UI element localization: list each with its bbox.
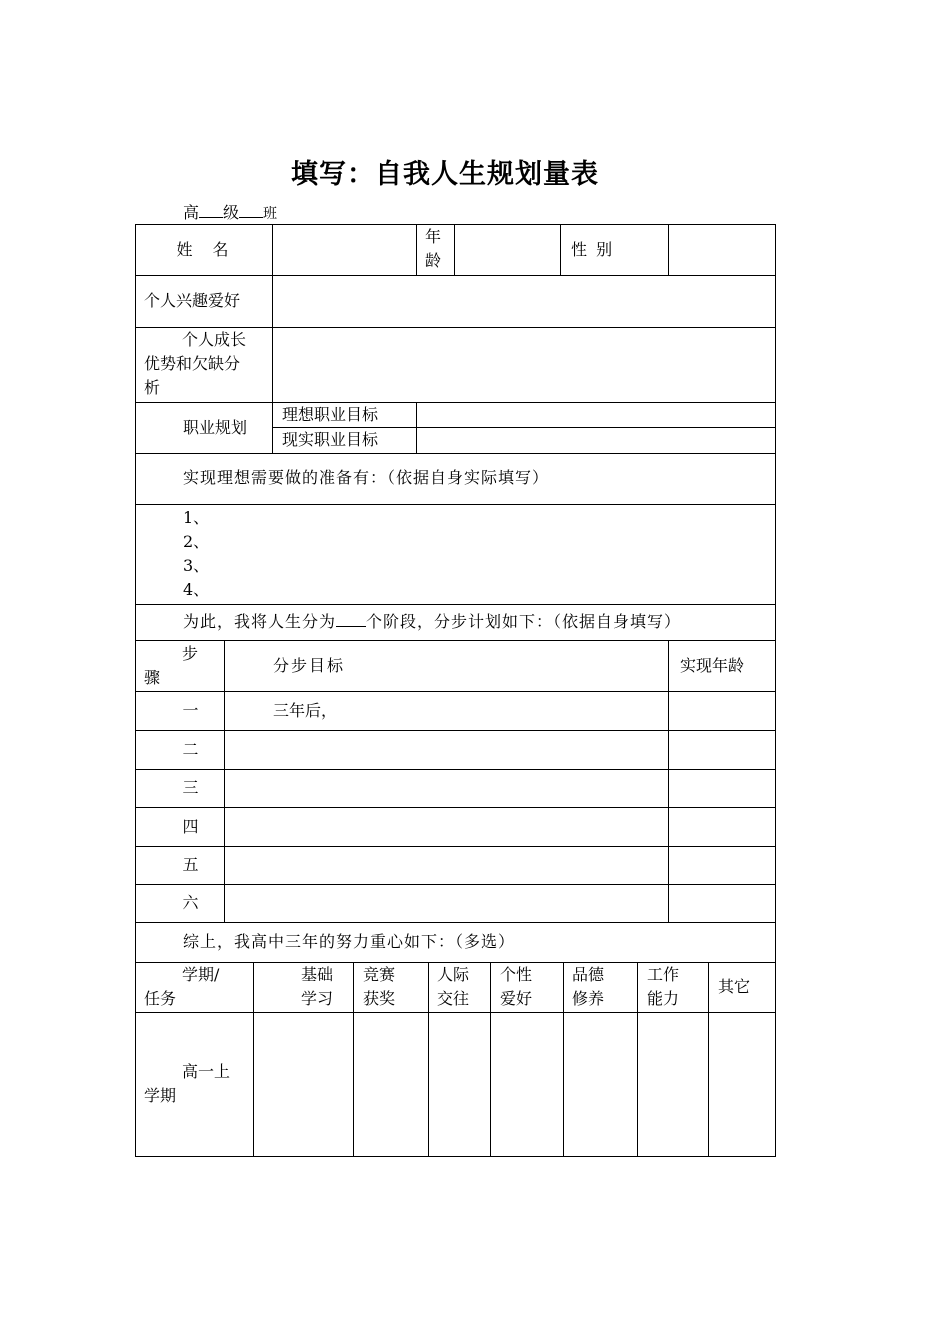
focus-col-hobby — [500, 963, 560, 1011]
focus-heading: 综上，我高中三年的努力重心如下：（多选） — [183, 932, 516, 951]
step-number: 四 — [182, 817, 199, 836]
growth-field[interactable] — [273, 328, 775, 402]
focus-check-other[interactable] — [709, 1013, 775, 1156]
prep-list[interactable] — [183, 506, 773, 602]
focus-col-work — [647, 963, 707, 1011]
term-col-line2: 任务 — [144, 989, 177, 1008]
step-number: 三 — [182, 778, 199, 797]
focus-check-social[interactable] — [429, 1013, 490, 1156]
focus-col-line2: 获奖 — [363, 989, 396, 1008]
stage-intro-b: 个阶段，分步计划如下：（依据自身填写） — [366, 612, 682, 631]
focus-col-line1: 工作 — [647, 965, 680, 984]
name-label: 姓 名 — [176, 240, 231, 259]
career-label: 职业规划 — [183, 418, 248, 437]
focus-col-morality — [572, 963, 632, 1011]
step-col-header — [144, 642, 224, 690]
focus-col-line1: 基础 — [301, 965, 334, 984]
focus-col-line1: 竞赛 — [363, 965, 396, 984]
age-label-line1: 年 — [425, 227, 442, 246]
focus-col-line1: 个性 — [500, 965, 533, 984]
term-label-line1: 高一上 — [182, 1062, 231, 1081]
term-col-header — [144, 963, 253, 1011]
term-label — [144, 1060, 253, 1108]
focus-col-line1: 人际 — [437, 965, 470, 984]
age-label — [425, 225, 453, 273]
focus-check-basic[interactable] — [254, 1013, 353, 1156]
step-number: 一 — [182, 701, 199, 720]
prep-item: 2、 — [183, 532, 210, 551]
step-goal[interactable]: 三年后， — [273, 701, 338, 720]
focus-col-line2: 学习 — [301, 989, 334, 1008]
focus-col-line2: 能力 — [647, 989, 680, 1008]
growth-label-line1: 个人成长 — [182, 330, 247, 349]
focus-col-contest — [363, 963, 423, 1011]
prep-item: 3、 — [183, 556, 210, 575]
real-goal-field[interactable] — [417, 428, 775, 453]
focus-col-line2: 交往 — [437, 989, 470, 1008]
stage-intro-a: 为此，我将人生分为 — [183, 612, 337, 631]
gender-field[interactable] — [669, 225, 775, 275]
growth-label-line2: 优势和欠缺分 — [144, 354, 241, 373]
stage-count-blank[interactable] — [336, 612, 366, 627]
real-goal-label: 现实职业目标 — [282, 430, 379, 449]
class-blank[interactable] — [239, 203, 263, 218]
prep-heading: 实现理想需要做的准备有：（依据自身实际填写） — [183, 468, 550, 487]
focus-col-line1: 品德 — [572, 965, 605, 984]
class-prefix: 高 — [183, 203, 200, 222]
term-col-line1: 学期/ — [182, 965, 220, 984]
class-suffix: 班 — [263, 206, 278, 222]
focus-check-work[interactable] — [638, 1013, 708, 1156]
page-title: 填写：自我人生规划量表 — [291, 159, 599, 190]
goal-col-header: 分步目标 — [273, 656, 346, 675]
growth-label — [144, 328, 272, 400]
focus-check-hobby[interactable] — [491, 1013, 563, 1156]
focus-col-line2: 爱好 — [500, 989, 533, 1008]
class-line — [183, 200, 277, 223]
stage-intro — [183, 610, 775, 634]
step-number: 二 — [182, 740, 199, 759]
focus-check-contest[interactable] — [354, 1013, 428, 1156]
term-label-line2: 学期 — [144, 1086, 177, 1105]
growth-label-line3: 析 — [144, 378, 161, 397]
ideal-goal-label: 理想职业目标 — [282, 405, 379, 424]
class-grade: 级 — [223, 203, 240, 222]
interest-label: 个人兴趣爱好 — [144, 291, 241, 310]
focus-col-line2: 修养 — [572, 989, 605, 1008]
interest-field[interactable] — [273, 276, 775, 327]
focus-col-other: 其它 — [718, 977, 751, 996]
focus-col-basic — [301, 963, 351, 1011]
prep-item: 1、 — [183, 508, 210, 527]
grade-blank[interactable] — [199, 203, 223, 218]
focus-col-social — [437, 963, 487, 1011]
step-col-line2: 骤 — [144, 668, 161, 687]
planning-form — [135, 224, 776, 1157]
age-label-line2: 龄 — [425, 251, 442, 270]
step-number: 六 — [182, 893, 199, 912]
name-field[interactable] — [273, 225, 416, 275]
ideal-goal-field[interactable] — [417, 403, 775, 427]
age-field[interactable] — [455, 225, 560, 275]
step-col-line1: 步 — [182, 644, 199, 663]
gender-label: 性 别 — [571, 240, 615, 259]
age-col-header: 实现年龄 — [680, 656, 745, 675]
prep-item: 4、 — [183, 580, 210, 599]
focus-check-morality[interactable] — [564, 1013, 637, 1156]
step-number: 五 — [182, 855, 199, 874]
